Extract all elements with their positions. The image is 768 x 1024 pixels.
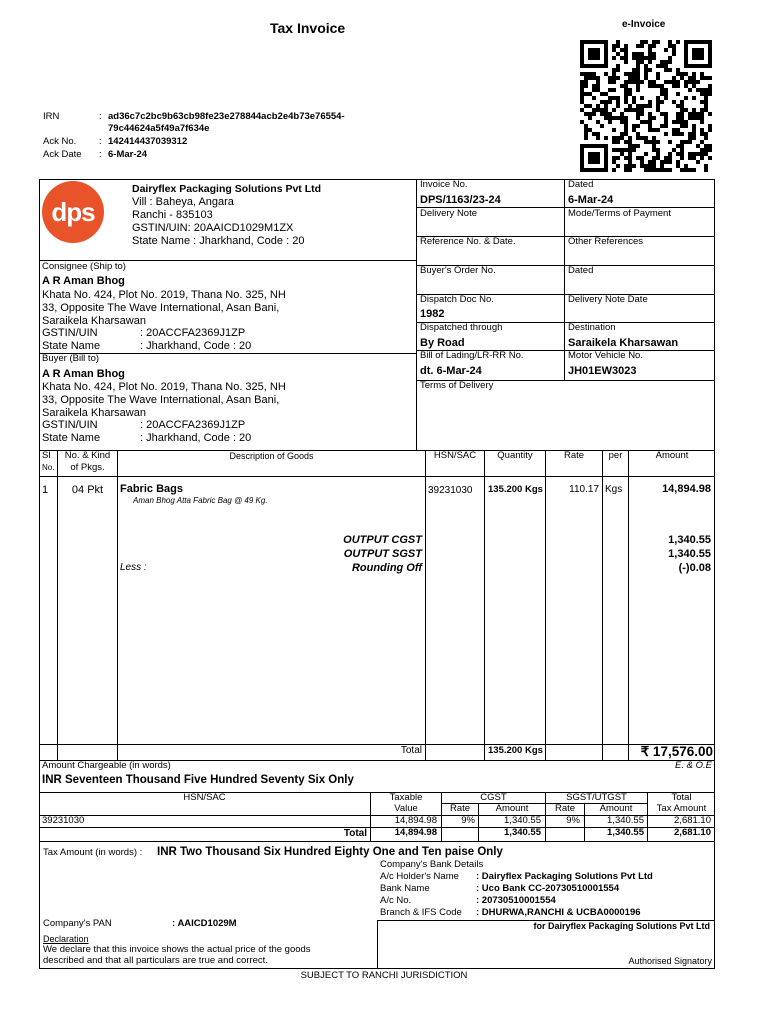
tax-total-sgst: 1,340.55 (607, 827, 644, 838)
dispatched-through: By Road (420, 337, 465, 349)
col-qty: Quantity (497, 450, 533, 461)
col-kind-2: of Pkgs. (70, 462, 105, 473)
delivery-note-date-label: Delivery Note Date (568, 294, 648, 305)
terms-delivery-label: Terms of Delivery (420, 380, 494, 391)
delivery-note-label: Delivery Note (420, 208, 478, 219)
motor-vehicle-label: Motor Vehicle No. (568, 350, 643, 361)
invoice-title: Tax Invoice (270, 20, 346, 36)
holder-label: A/c Holder's Name (380, 871, 459, 882)
total-qty: 135.200 Kgs (488, 745, 543, 756)
amount-in-words: INR Seventeen Thousand Five Hundred Seventy Six Only (42, 774, 354, 786)
item-desc: Fabric Bags (120, 483, 183, 495)
authorised-signatory: Authorised Signatory (628, 956, 712, 966)
item-pkgs: 04 Pkt (71, 484, 104, 496)
consignee-name: A R Aman Bhog (42, 275, 125, 287)
col-sl-1: Sl (42, 450, 51, 461)
dated2-label: Dated (568, 265, 594, 276)
col-rate: Rate (563, 450, 585, 461)
item-sl: 1 (42, 484, 49, 496)
invoice-frame (39, 179, 715, 842)
invoice-no: DPS/1163/23-24 (420, 194, 501, 206)
buyer-label: Buyer (Bill to) (42, 353, 100, 364)
seller-line2: Ranchi - 835103 (132, 209, 213, 221)
rounding-amount: (-)0.08 (678, 562, 711, 574)
ack-date-label: Ack Date (43, 149, 82, 160)
tax-cgst-amount-h: Amount (495, 803, 529, 814)
tax-row-cgst-amt: 1,340.55 (504, 815, 541, 826)
item-rate: 110.17 (569, 484, 599, 495)
buyer-gstin-label: GSTIN/UIN (42, 419, 98, 431)
reference-label: Reference No. & Date. (420, 236, 516, 247)
tax-row-cgst-rate: 9% (461, 815, 475, 826)
item-hsn: 39231030 (428, 485, 473, 496)
declaration-line2: described and that all particulars are true and correct. (43, 955, 268, 966)
tax-hsn-header: HSN/SAC (183, 792, 226, 803)
ack-no-value: 142414437039312 (108, 136, 188, 147)
acno-label: A/c No. (380, 895, 412, 906)
col-hsn: HSN/SAC (433, 450, 477, 461)
bill-lading: dt. 6-Mar-24 (420, 365, 482, 377)
irn-value-1: ad36c7c2bc9b63cb98fe23e278844acb2e4b73e76554- (108, 111, 345, 122)
item-qty: 135.200 Kgs (488, 484, 543, 495)
sgst-label: OUTPUT SGST (343, 548, 422, 560)
consignee-state-label: State Name (42, 340, 101, 352)
tax-total-taxable: 14,894.98 (394, 827, 437, 838)
acno-value: : 20730510001554 (476, 895, 556, 906)
buyer-gstin: : 20ACCFA2369J1ZP (140, 419, 246, 431)
consignee-label: Consignee (Ship to) (42, 261, 126, 272)
dispatch-doc: 1982 (420, 308, 445, 320)
col-per: per (608, 450, 623, 461)
motor-vehicle: JH01EW3023 (568, 365, 637, 377)
dispatched-through-label: Dispatched through (420, 322, 503, 333)
tax-taxable-2: Value (394, 803, 418, 814)
pan-value: : AAICD1029M (172, 918, 237, 929)
item-amount: 14,894.98 (662, 483, 711, 495)
jurisdiction: SUBJECT TO RANCHI JURISDICTION (300, 970, 468, 981)
seller-gstin: GSTIN/UIN: 20AAICD1029M1ZX (132, 222, 294, 234)
total-label: Total (400, 745, 422, 756)
less-label: Less : (120, 562, 147, 573)
consignee-addr1: Khata No. 424, Plot No. 2019, Thana No. 325, NH (42, 289, 286, 301)
tax-in-words: INR Two Thousand Six Hundred Eighty One and Ten paise Only (157, 846, 503, 858)
ack-date-sep: : (99, 149, 102, 160)
seller-state: State Name : Jharkhand, Code : 20 (132, 235, 305, 247)
col-kind-1: No. & Kind (64, 450, 111, 461)
consignee-gstin: : 20ACCFA2369J1ZP (140, 327, 246, 339)
col-amount: Amount (655, 450, 689, 461)
tax-sgst-rate-h: Rate (554, 803, 576, 814)
mode-terms-label: Mode/Terms of Payment (568, 208, 671, 219)
logo-text: dps (51, 196, 95, 227)
buyer-addr2: 33, Opposite The Wave International, Asan Bani, (42, 394, 280, 406)
buyer-state-label: State Name (42, 432, 101, 444)
irn-sep: : (99, 111, 102, 122)
pan-label: Company's PAN (43, 918, 112, 929)
declaration-line1: We declare that this invoice shows the actual price of the goods (43, 944, 311, 955)
tax-row-sgst-rate: 9% (566, 815, 580, 826)
tax-sgst-amount-h: Amount (599, 803, 633, 814)
for-company: for Dairyflex Packaging Solutions Pvt Ltd (533, 921, 710, 931)
item-per: Kgs (605, 484, 623, 495)
buyer-name: A R Aman Bhog (42, 368, 125, 380)
bill-lading-label: Bill of Lading/LR-RR No. (420, 350, 524, 361)
tax-row-taxable: 14,894.98 (394, 815, 437, 826)
destination: Saraikela Kharsawan (568, 337, 679, 349)
seller-name: Dairyflex Packaging Solutions Pvt Ltd (132, 183, 322, 195)
qr-code (580, 40, 712, 172)
holder-value: : Dairyflex Packaging Solutions Pvt Ltd (476, 871, 653, 882)
dated-label: Dated (568, 179, 594, 190)
tax-total-2: Tax Amount (656, 803, 707, 814)
company-logo (42, 181, 104, 243)
tax-total-total: 2,681.10 (674, 827, 711, 838)
irn-label: IRN (43, 111, 60, 122)
declaration-label: Declaration (43, 934, 89, 944)
einvoice-label: e-Invoice (622, 19, 666, 30)
tax-row-hsn: 39231030 (42, 815, 85, 826)
rounding-label: Rounding Off (351, 562, 422, 574)
tax-total-1: Total (671, 792, 692, 803)
dispatch-doc-label: Dispatch Doc No. (420, 294, 494, 305)
cgst-label: OUTPUT CGST (343, 534, 422, 546)
tax-cgst-header: CGST (480, 792, 507, 803)
tax-sgst-header: SGST/UTGST (566, 792, 627, 803)
tax-row-sgst-amt: 1,340.55 (607, 815, 644, 826)
tax-total-label: Total (343, 828, 367, 839)
ack-date-value: 6-Mar-24 (108, 149, 148, 160)
col-sl-2: No. (42, 463, 55, 472)
cgst-amount: 1,340.55 (668, 534, 711, 546)
buyer-addr1: Khata No. 424, Plot No. 2019, Thana No. 325, NH (42, 381, 286, 393)
other-ref-label: Other References (568, 236, 643, 247)
bank-value: : Uco Bank CC-20730510001554 (476, 883, 620, 894)
bank-label: Bank Name (380, 883, 430, 894)
consignee-addr3: Saraikela Kharsawan (42, 315, 146, 327)
tax-cgst-rate-h: Rate (449, 803, 471, 814)
dated-value: 6-Mar-24 (568, 194, 614, 206)
col-desc: Description of Goods (229, 451, 314, 461)
total-amount: ₹ 17,576.00 (640, 744, 713, 759)
tax-row-total: 2,681.10 (674, 815, 711, 826)
destination-label: Destination (568, 322, 616, 333)
eoe-label: E. & O.E (675, 760, 712, 771)
item-subdesc: Aman Bhog Atta Fabric Bag @ 49 Kg. (133, 496, 268, 505)
branch-value: : DHURWA,RANCHI & UCBA0000196 (476, 907, 641, 918)
irn-value-2: 79c44624a5f49a7f634e (108, 123, 210, 134)
consignee-addr2: 33, Opposite The Wave International, Asan Bani, (42, 302, 280, 314)
words-label: Amount Chargeable (in words) (42, 760, 171, 771)
consignee-state: : Jharkhand, Code : 20 (140, 340, 252, 352)
consignee-gstin-label: GSTIN/UIN (42, 327, 98, 339)
ack-no-label: Ack No. (43, 136, 77, 147)
buyer-addr3: Saraikela Kharsawan (42, 407, 146, 419)
tax-taxable-1: Taxable (389, 792, 423, 803)
buyers-order-label: Buyer's Order No. (420, 265, 496, 276)
branch-label: Branch & IFS Code (380, 907, 462, 918)
invoice-no-label: Invoice No. (420, 179, 468, 190)
ack-no-sep: : (99, 136, 102, 147)
tax-total-cgst: 1,340.55 (504, 827, 541, 838)
bank-title: Company's Bank Details (380, 859, 484, 870)
seller-line1: Vill : Baheya, Angara (132, 196, 234, 208)
sgst-amount: 1,340.55 (668, 548, 711, 560)
tax-words-label: Tax Amount (in words) : (43, 847, 143, 858)
buyer-state: : Jharkhand, Code : 20 (140, 432, 252, 444)
